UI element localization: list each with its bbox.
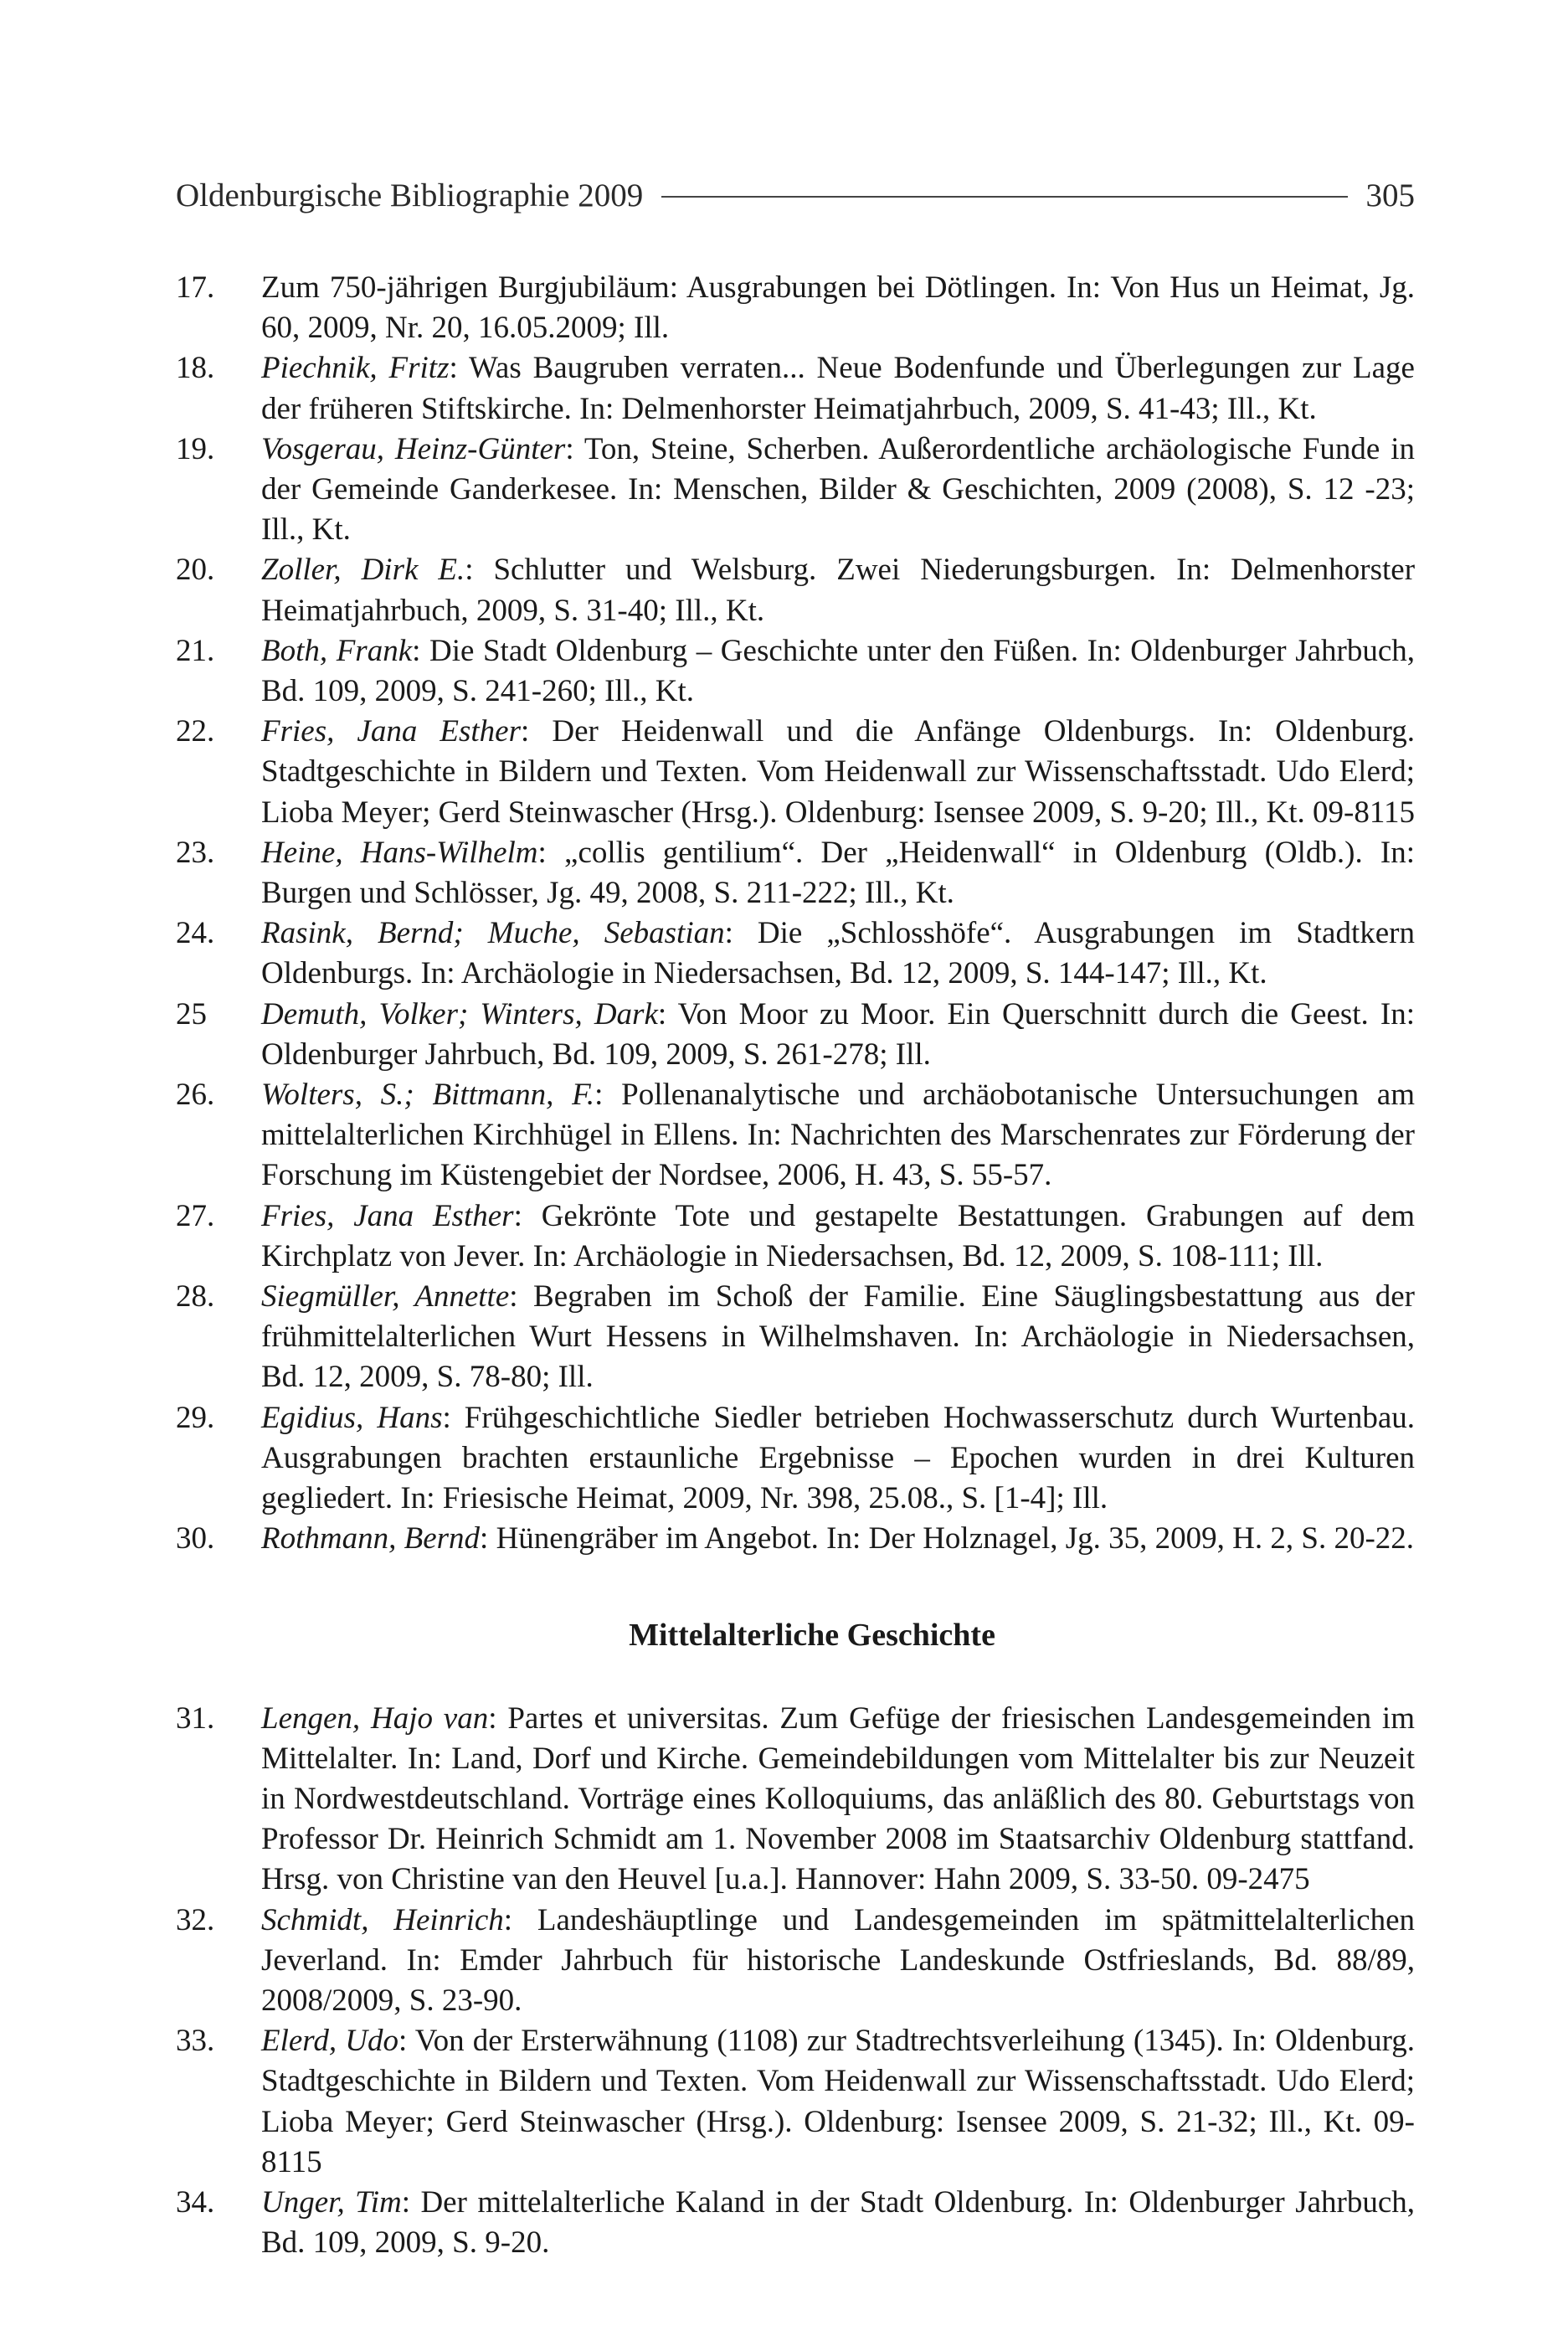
entry-number: 27. xyxy=(176,1198,215,1233)
entry-number: 22. xyxy=(176,714,215,749)
bibliography-entries-archaeology xyxy=(176,268,1415,1560)
entry-text: Der Heidenwall und die Anfänge Oldenburgs. In: Oldenburg. Stadtgeschichte in Bildern und Texten. Vom Heidenwall zur Wissenschaftsstadt. Udo Elerd; Lioba Meyer; Gerd Steinwascher (Hrsg.). Oldenburg: Isensee 2009, S. 9-20; Ill., Kt. 09-8115 xyxy=(261,714,1415,830)
entry-number: 31. xyxy=(176,1700,215,1736)
entry-number: 20. xyxy=(176,553,215,588)
bibliography-entry xyxy=(176,430,1415,551)
entry-separator: : xyxy=(480,1521,496,1556)
entry-author: Vosgerau, Heinz-Günter xyxy=(261,431,566,466)
entry-text: Pollenanalytische und archäobotanische Untersuchungen am mittelalterlichen Kirchhügel in Ellens. In: Nachrichten des Marschenrates zur Förderung der Forschung im Küstengebiet der Nordsee, 2006, H. 43, S. 55-57. xyxy=(261,1078,1415,1193)
entry-text: Ton, Steine, Scherben. Außerordentliche archäologische Funde in der Gemeinde Ganderkesee. In: Menschen, Bilder & Geschichten, 2009 (2008), S. 12 -23; Ill., Kt. xyxy=(261,431,1415,548)
entry-number: 25 xyxy=(176,996,207,1032)
bibliography-entry xyxy=(176,1699,1415,1901)
bibliography-entry xyxy=(176,550,1415,630)
entry-separator: : xyxy=(724,916,758,951)
entry-separator: : xyxy=(513,1198,542,1233)
entry-separator: : xyxy=(509,1279,534,1314)
page-number: 305 xyxy=(1365,177,1415,214)
bibliography-entry xyxy=(176,631,1415,712)
entry-author: Fries, Jana Esther xyxy=(261,1198,514,1233)
bibliography-entry xyxy=(176,1075,1415,1196)
entry-text: Von Moor zu Moor. Ein Querschnitt durch die Geest. In: Oldenburger Jahrbuch, Bd. 109, 2009, S. 261-278; Ill. xyxy=(261,996,1415,1072)
entry-text: „collis gentilium“. Der „Heidenwall“ in Oldenburg (Oldb.). In: Burgen und Schlösser, Jg. 49, 2008, S. 211-222; Ill., Kt. xyxy=(261,835,1416,911)
entry-number: 30. xyxy=(176,1521,215,1556)
entry-number: 28. xyxy=(176,1279,215,1314)
entry-author: Piechnik, Fritz xyxy=(261,351,450,386)
bibliography-entry xyxy=(176,2021,1415,2183)
entry-separator: : xyxy=(442,1400,465,1435)
entry-separator: : xyxy=(565,431,584,466)
bibliography-entry xyxy=(176,1277,1415,1398)
entry-text: Frühgeschichtliche Siedler betrieben Hochwasserschutz durch Wurtenbau. Ausgrabungen brachten erstaunliche Ergebnisse – Epochen wurden in drei Kulturen gegliedert. In: Friesische Heimat, 2009, Nr. 398, 25.08., S. [1-4]; Ill. xyxy=(261,1400,1416,1516)
bibliography-entry xyxy=(176,1398,1415,1520)
entry-separator: : xyxy=(412,633,429,668)
entry-number: 23. xyxy=(176,835,215,870)
entry-text: Zum 750-jährigen Burgjubiläum: Ausgrabungen bei Dötlingen. In: Von Hus un Heimat, Jg. 60, 2009, Nr. 20, 16.05.2009; Ill. xyxy=(261,270,1415,346)
bibliography-entries-medieval xyxy=(176,1699,1415,2264)
section-heading: Mittelalterliche Geschichte xyxy=(629,1617,995,1653)
entry-author: Unger, Tim xyxy=(261,2184,402,2220)
bibliography-entry xyxy=(176,712,1415,833)
entry-separator: : xyxy=(488,1700,508,1736)
bibliography-entry xyxy=(176,2183,1415,2263)
entry-author: Egidius, Hans xyxy=(261,1400,443,1435)
entry-author: Rasink, Bernd; Muche, Sebastian xyxy=(261,916,725,951)
header-title: Oldenburgische Bibliographie 2009 xyxy=(176,177,644,214)
entry-text: Von der Ersterwähnung (1108) zur Stadtrechtsverleihung (1345). In: Oldenburg. Stadtgeschichte in Bildern und Texten. Vom Heidenwall zur Wissenschaftsstadt. Udo Elerd; Lioba Meyer; Gerd Steinwascher (Hrsg.). Oldenburg: Isensee 2009, S. 21-32; Ill., Kt. 09-8115 xyxy=(261,2024,1415,2179)
entry-text: Hünengräber im Angebot. In: Der Holznagel, Jg. 35, 2009, H. 2, S. 20-22. xyxy=(496,1521,1415,1556)
bibliography-entry xyxy=(176,913,1415,994)
entry-text: Die „Schlosshöfe“. Ausgrabungen im Stadtkern Oldenburgs. In: Archäologie in Niedersachsen, Bd. 12, 2009, S. 144-147; Ill., Kt. xyxy=(261,916,1415,991)
bibliography-entry xyxy=(176,348,1415,429)
entry-author: Rothmann, Bernd xyxy=(261,1521,481,1556)
entry-text: Partes et universitas. Zum Gefüge der friesischen Landesgemeinden im Mittelalter. In: Land, Dorf und Kirche. Gemeindebildungen vom Mittelalter bis zur Neuzeit in Nordwestdeutschland. Vorträge eines Kolloquiums, das anläßlich des 80. Geburtstags von Professor Dr. Heinrich Schmidt am 1. November 2008 im Staatsarchiv Oldenburg stattfand. Hrsg. von Christine van den Heuvel [u.a.]. Hannover: Hahn 2009, S. 33-50. 09-2475 xyxy=(261,1700,1415,1897)
entry-author: Zoller, Dirk E. xyxy=(261,553,465,588)
entry-number: 24. xyxy=(176,916,215,951)
entry-number: 19. xyxy=(176,431,215,466)
entry-text: Gekrönte Tote und gestapelte Bestattungen. Grabungen auf dem Kirchplatz von Jever. In: Archäologie in Niedersachsen, Bd. 12, 2009, S. 108-111; Ill. xyxy=(261,1198,1415,1273)
entry-author: Elerd, Udo xyxy=(261,2024,398,2059)
entry-author: Demuth, Volker; Winters, Dark xyxy=(261,996,658,1032)
entry-separator: : xyxy=(398,2024,415,2059)
entry-number: 26. xyxy=(176,1078,215,1113)
entry-separator: : xyxy=(594,1078,622,1113)
entry-number: 33. xyxy=(176,2024,215,2059)
entry-separator: : xyxy=(521,714,553,749)
entry-separator: : xyxy=(537,835,565,870)
entry-text: Der mittelalterliche Kaland in der Stadt Oldenburg. In: Oldenburger Jahrbuch, Bd. 109, 2009, S. 9-20. xyxy=(261,2184,1416,2261)
bibliography-entry xyxy=(176,995,1415,1075)
entry-author: Both, Frank xyxy=(261,633,413,668)
header-rule xyxy=(661,196,1347,198)
bibliography-list xyxy=(176,268,1415,2263)
entry-author: Siegmüller, Annette xyxy=(261,1279,510,1314)
entry-number: 32. xyxy=(176,1902,215,1937)
bibliography-entry xyxy=(176,1901,1415,2022)
entry-separator: : xyxy=(503,1902,537,1937)
entry-number: 18. xyxy=(176,351,215,386)
entry-separator: : xyxy=(465,553,494,588)
bibliography-entry xyxy=(176,1196,1415,1277)
entry-separator: : xyxy=(657,996,678,1032)
bibliography-entry xyxy=(176,268,1415,348)
bibliography-entry xyxy=(176,1519,1415,1559)
entry-author: Heine, Hans-Wilhelm xyxy=(261,835,538,870)
bibliography-entry xyxy=(176,833,1415,913)
entry-number: 17. xyxy=(176,270,215,305)
entry-author: Lengen, Hajo van xyxy=(261,1700,489,1736)
entry-text: Was Baugruben verraten... Neue Bodenfunde und Überlegungen zur Lage der früheren Stiftskirche. In: Delmenhorster Heimatjahrbuch, 2009, S. 41-43; Ill., Kt. xyxy=(261,351,1415,426)
entry-separator: : xyxy=(449,351,469,386)
entry-author: Fries, Jana Esther xyxy=(261,714,521,749)
entry-author: Wolters, S.; Bittmann, F. xyxy=(261,1078,595,1113)
entry-number: 34. xyxy=(176,2184,215,2220)
entry-text: Die Stadt Oldenburg – Geschichte unter den Füßen. In: Oldenburger Jahrbuch, Bd. 109, 2009, S. 241-260; Ill., Kt. xyxy=(261,633,1416,709)
running-header xyxy=(176,172,1415,219)
entry-text: Begraben im Schoß der Familie. Eine Säuglingsbestattung aus der frühmittelalterlichen Wurt Hessens in Wilhelmshaven. In: Archäologie in Niedersachsen, Bd. 12, 2009, S. 78-80; Ill. xyxy=(261,1279,1415,1395)
entry-author: Schmidt, Heinrich xyxy=(261,1902,504,1937)
entry-number: 21. xyxy=(176,633,215,668)
entry-number: 29. xyxy=(176,1400,215,1435)
entry-text: Schlutter und Welsburg. Zwei Niederungsburgen. In: Delmenhorster Heimatjahrbuch, 2009, S. 31-40; Ill., Kt. xyxy=(261,553,1416,628)
entry-separator: : xyxy=(401,2184,421,2220)
entry-text: Landeshäuptlinge und Landesgemeinden im spätmittelalterlichen Jeverland. In: Emder Jahrbuch für historische Landeskunde Ostfrieslands, Bd. 88/89, 2008/2009, S. 23-90. xyxy=(261,1902,1415,2018)
